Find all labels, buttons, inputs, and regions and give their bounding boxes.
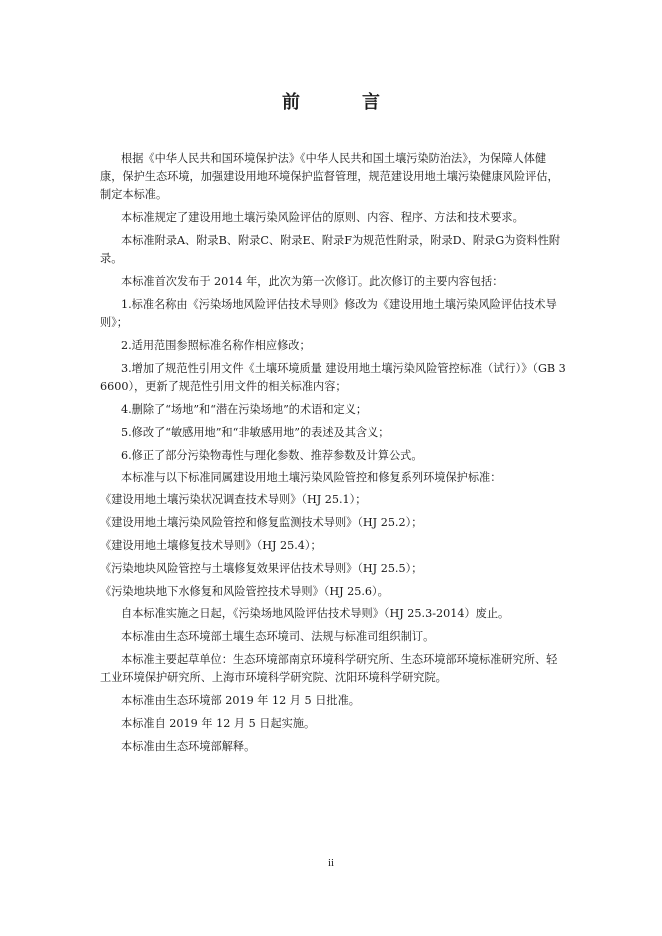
- paragraph-interpretation: 本标准由生态环境部解释。: [121, 740, 256, 753]
- paragraph-effective-date: 本标准自 2019 年 12 月 5 日起实施。: [121, 717, 316, 730]
- revision-item-1: 1.标准名称由《污染场地风险评估技术导则》修改为《建设用地土壤污染风险评估技术导则》；: [100, 298, 557, 329]
- series-standard-hj25-6: 《污染地块地下水修复和风险管控技术导则》（HJ 25.6）。: [100, 585, 389, 598]
- paragraph-abolished: 自本标准实施之日起，《污染场地风险评估技术导则》（HJ 25.3-2014）废止。: [121, 607, 510, 620]
- paragraph-legal-basis: 根据《中华人民共和国环境保护法》《中华人民共和国土壤污染防治法》，为保障人体健康，保护生态环境，加强建设用地环境保护监督管理，规范建设用地土壤污染健康风险评估，制定本标准。: [100, 152, 559, 201]
- revision-item-2: 2.适用范围参照标准名称作相应修改；: [121, 339, 311, 352]
- revision-item-4: 4.删除了“场地”和“潜在污染场地”的术语和定义；: [121, 403, 368, 416]
- series-standard-hj25-2: 《建设用地土壤污染风险管控和修复监测技术导则》（HJ 25.2）；: [100, 516, 423, 529]
- paragraph-organizer: 本标准由生态环境部土壤生态环境司、法规与标准司组织制订。: [121, 630, 435, 643]
- foreword-body: [100, 150, 566, 761]
- revision-item-3: 3.增加了规范性引用文件《土壤环境质量 建设用地土壤污染风险管控标准（试行）》（GB 36600），更新了规范性引用文件的相关标准内容；: [100, 362, 566, 393]
- paragraph-appendices: 本标准附录A、附录B、附录C、附录E、附录F为规范性附录，附录D、附录G为资料性附录。: [100, 234, 561, 265]
- paragraph-drafters: 本标准主要起草单位：生态环境部南京环境科学研究所、生态环境部环境标准研究所、轻工业环境保护研究所、上海市环境科学研究院、沈阳环境科学研究院。: [100, 653, 558, 684]
- series-standard-hj25-1: 《建设用地土壤污染状况调查技术导则》（HJ 25.1）；: [100, 493, 367, 506]
- series-standard-hj25-4: 《建设用地土壤修复技术导则》（HJ 25.4）；: [100, 539, 322, 552]
- paragraph-revision-intro: 本标准首次发布于 2014 年，此次为第一次修订。此次修订的主要内容包括：: [121, 275, 504, 288]
- revision-item-6: 6.修正了部分污染物毒性与理化参数、推荐参数及计算公式。: [121, 449, 423, 462]
- paragraph-scope: 本标准规定了建设用地土壤污染风险评估的原则、内容、程序、方法和技术要求。: [121, 211, 524, 224]
- page-title: 前 言: [282, 92, 402, 113]
- paragraph-approval: 本标准由生态环境部 2019 年 12 月 5 日批准。: [121, 694, 360, 707]
- page-number: ii: [327, 857, 335, 869]
- revision-item-5: 5.修改了“敏感用地”和“非敏感用地”的表述及其含义；: [121, 426, 390, 439]
- paragraph-series-intro: 本标准与以下标准同属建设用地土壤污染风险管控和修复系列环境保护标准：: [121, 471, 502, 484]
- series-standard-hj25-5: 《污染地块风险管控与土壤修复效果评估技术导则》（HJ 25.5）；: [100, 562, 423, 575]
